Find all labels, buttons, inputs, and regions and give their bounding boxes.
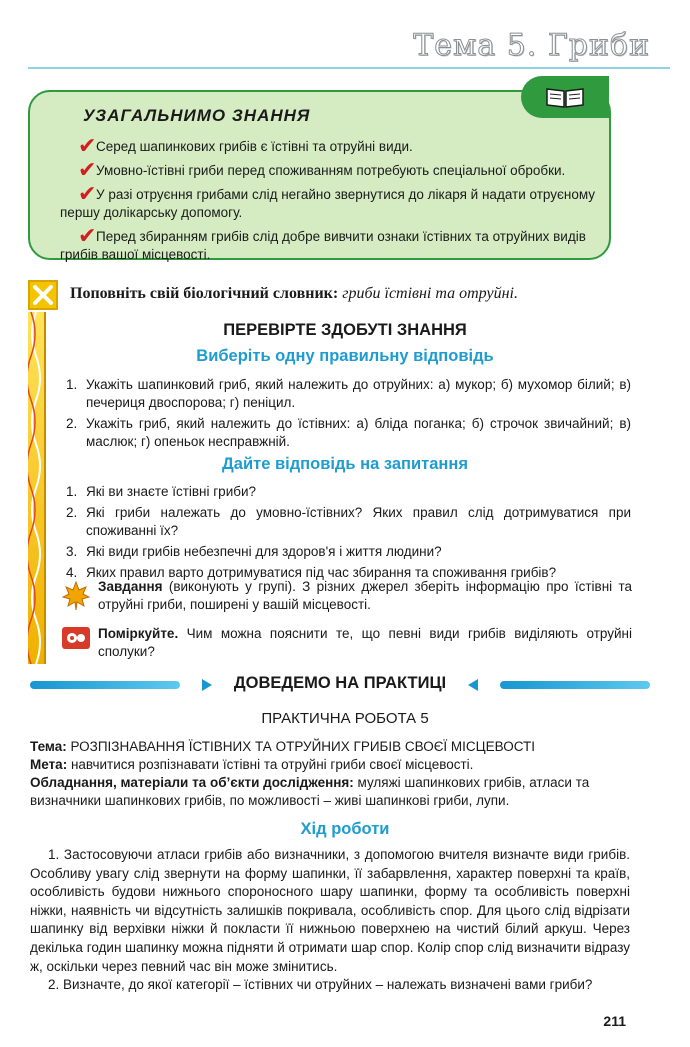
equipment-line: Обладнання, матеріали та об’єкти дослідження: муляжі шапинкових грибів, атласи та визначники шапинкових грибів, по можливості – живі шапинкові гриби, лупи. xyxy=(30,775,590,808)
vocabulary-prompt: Поповніть свій біологічний словник: гриби їстівні та отруйні. xyxy=(70,285,518,302)
summary-item: ✔ У разі отруєння грибами слід негайно звернутися до лікаря й надати отруєному першу долікарську допомогу. xyxy=(60,181,596,220)
checkmark-icon: ✔ xyxy=(78,133,97,158)
practical-work-title: ПРАКТИЧНА РОБОТА 5 xyxy=(261,710,429,727)
checkmark-icon: ✔ xyxy=(78,157,97,182)
summary-item: ✔ Перед збиранням грибів слід добре вивчити ознаки їстівних та отруйних видів грибів вашої місцевості. xyxy=(60,223,586,262)
think-icon xyxy=(62,627,90,649)
list-item: 2. Які гриби належать до умовно-їстівних? Яких правил слід дотримуватися при споживанні їх? xyxy=(66,505,631,538)
topic-line: Тема: РОЗПІЗНАВАННЯ ЇСТІВНИХ ТА ОТРУЙНИХ ГРИБІВ СВОЄЇ МІСЦЕВОСТІ xyxy=(30,739,535,754)
banner-label: ДОВЕДЕМО НА ПРАКТИЦІ xyxy=(233,674,447,692)
checkmark-icon: ✔ xyxy=(78,181,97,206)
practical-work-meta xyxy=(30,738,630,810)
single-choice-heading: Виберіть одну правильну відповідь xyxy=(196,347,494,365)
book-icon xyxy=(545,85,585,109)
header-divider xyxy=(28,67,670,69)
summary-item: ✔ Умовно-їстівні гриби перед споживанням потребують спеціальної обробки. xyxy=(78,157,566,182)
think-prompt: Поміркуйте. Чим можна пояснити те, що певні види грибів виділяють отруйні сполуки? xyxy=(62,625,632,661)
procedure-heading: Хід роботи xyxy=(300,820,390,838)
practice-banner xyxy=(30,672,650,698)
check-knowledge-heading: ПЕРЕВІРТЕ ЗДОБУТІ ЗНАННЯ xyxy=(223,321,467,339)
procedure-step: 2. Визначте, до якої категорії – їстівних чи отруйних – належать визначені вами гриби? xyxy=(48,977,593,993)
list-item: 4. Яких правил варто дотримуватися під час збирання та споживання грибів? xyxy=(66,565,557,580)
group-task: Завдання (виконують у групі). З різних джерел зберіть інформацію про їстівні та отруйні гриби, поширені у вашій місцевості. xyxy=(62,578,632,614)
book-icon-badge xyxy=(521,76,609,118)
summary-item: ✔ Серед шапинкових грибів є їстівні та отруйні види. xyxy=(78,133,413,158)
summary-list xyxy=(60,133,605,270)
page-number: 211 xyxy=(603,1013,626,1029)
choice-question-list xyxy=(66,376,631,454)
dictionary-icon xyxy=(28,280,58,310)
procedure-steps xyxy=(30,846,630,995)
procedure-step: 1. Застосовуючи атласи грибів або визначники, з допомогою вчителя визначте види грибів. Особливу увагу слід звернути на форму шапинки, її забарвлення, характер поверхні та країв, особливість будови нижнього спороносного шару шапинки, форму та особливість поверхні ніжки, наявність чи відсутність залишків покривала, особливість спор. Для цього слід відрізати шапинку від верхівки ніжки й покласти її нижньою поверхнею на чистий білий аркуш. Через декілька годин шапинку можна підняти й отримати шар спор. Колір спор слід визначити відразу ж, оскільки через певний час він може змінитись. xyxy=(30,847,630,974)
answer-questions-heading: Дайте відповідь на запитання xyxy=(222,455,468,473)
pencil-cross-icon xyxy=(32,284,54,306)
checkmark-icon: ✔ xyxy=(78,223,97,248)
list-item: 2. Укажіть гриб, який належить до їстівних: а) бліда поганка; б) строчок звичайний; в) маслюк; г) опеньок несправжній. xyxy=(66,416,631,449)
list-item: 1. Які ви знаєте їстівні гриби? xyxy=(66,484,257,499)
goal-line: Мета: навчитися розпізнавати їстівні та отруйні гриби своєї місцевості. xyxy=(30,757,474,772)
list-item: 1. Укажіть шапинковий гриб, який належить до отруйних: а) мукор; б) мухомор білий; в) печериця двоспорова; г) пеніцил. xyxy=(66,377,631,410)
maple-leaf-icon xyxy=(62,580,90,612)
chapter-title: Тема 5. Гриби xyxy=(413,28,650,63)
open-question-list xyxy=(66,483,631,585)
summary-title: УЗАГАЛЬНИМО ЗНАННЯ xyxy=(83,106,311,125)
list-item: 3. Які види грибів небезпечні для здоров'я і життя людини? xyxy=(66,544,442,559)
